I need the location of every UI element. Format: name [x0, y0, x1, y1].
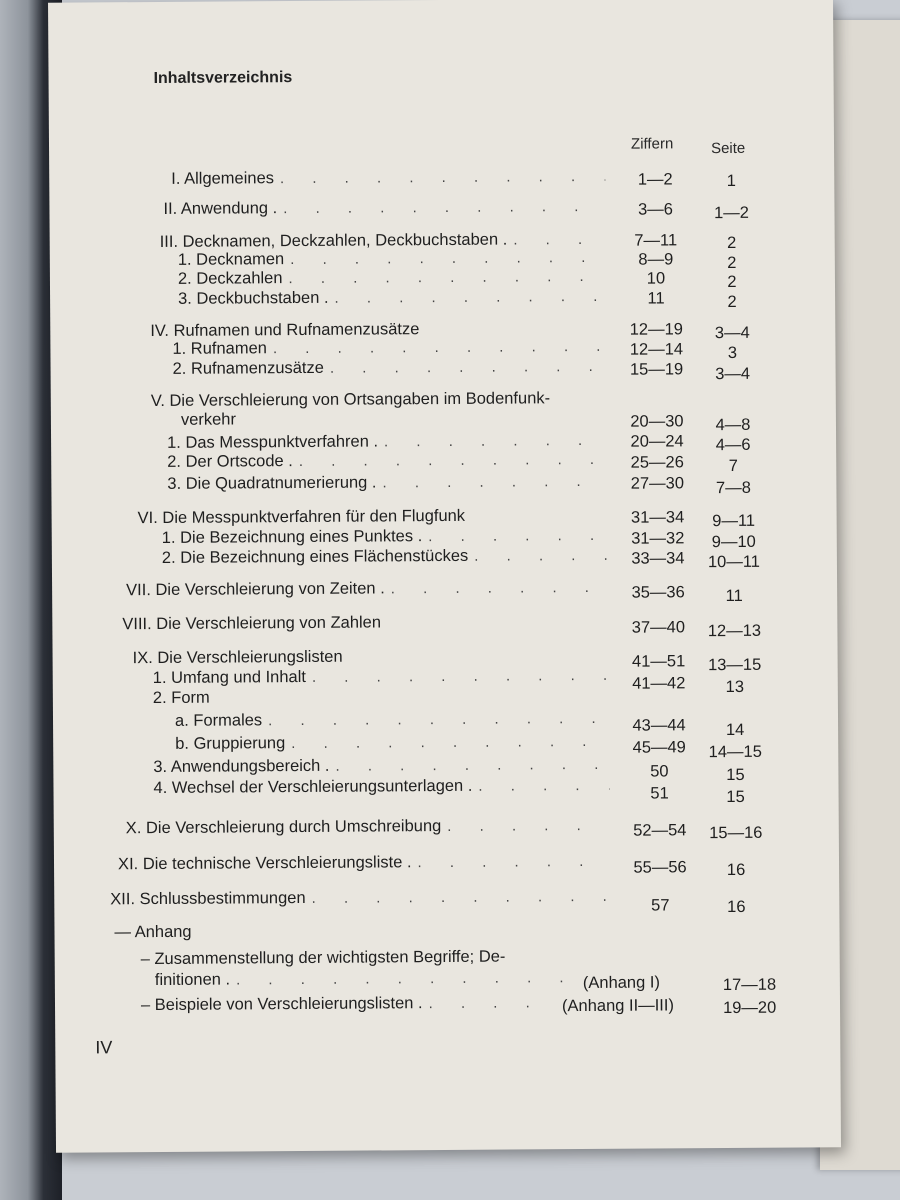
toc-seite: 12—13: [707, 621, 762, 641]
toc-ziffern: 12—19: [629, 320, 683, 339]
toc-ziffern: 1—2: [637, 170, 673, 189]
toc-entry: b. Gruppierung . . .: [175, 732, 615, 754]
toc-ziffern: 50: [650, 762, 669, 781]
toc-seite: 14: [725, 720, 745, 740]
toc-seite: 4—6: [715, 435, 751, 455]
toc-entry: XII. Schlussbestimmungen . . .: [110, 887, 616, 910]
toc-ziffern: 25—26: [630, 453, 684, 472]
toc-seite: 11: [725, 586, 743, 606]
toc-ziffern: 7—11: [634, 231, 678, 250]
toc-entry: 2. Form: [152, 688, 210, 708]
anhang-item-1-line-2: finitionen . . . .: [155, 968, 575, 990]
anhang-item-1-line-1: – Zusammenstellung der wichtigsten Begriffe; De-: [140, 947, 506, 969]
toc-entry: XI. Die technische Verschleierungsliste . . . .: [118, 852, 616, 874]
toc-entry: IV. Rufnamen und Rufnamenzusätze: [150, 320, 420, 341]
toc-entry: 2. Rufnamenzusätze . . .: [173, 357, 613, 379]
toc-seite: 10—11: [707, 552, 760, 572]
toc-ziffern: 41—51: [631, 652, 686, 671]
document-page: [48, 0, 841, 1153]
toc-entry: III. Decknamen, Deckzahlen, Deckbuchstaben . . . .: [160, 230, 612, 252]
anhang-item-2-seite: 19—20: [722, 998, 777, 1018]
toc-entry: 1. Das Messpunktverfahren . . . .: [167, 431, 613, 453]
toc-ziffern: 35—36: [631, 583, 685, 602]
toc-entry: VI. Die Messpunktverfahren für den Flugfunk: [137, 506, 466, 528]
toc-ziffern: 43—44: [632, 716, 686, 735]
page-title: Inhaltsverzeichnis: [153, 69, 293, 88]
toc-seite: 2: [727, 292, 737, 312]
toc-entry: 1. Rufnamen . . .: [172, 337, 612, 359]
toc-seite: 13: [725, 677, 745, 697]
toc-ziffern: 10: [646, 269, 666, 288]
toc-seite: 1—2: [713, 203, 749, 223]
toc-ziffern: 37—40: [631, 618, 686, 637]
toc-ziffern: 52—54: [633, 821, 687, 840]
toc-ziffern: 55—56: [633, 858, 687, 877]
toc-seite: 7—8: [715, 478, 751, 498]
anhang-item-1-ref: (Anhang I): [582, 973, 660, 993]
toc-seite: 3: [727, 343, 738, 363]
toc-entry: VIII. Die Verschleierung von Zahlen: [122, 613, 382, 634]
toc-entry: 1. Decknamen . . .: [178, 248, 612, 270]
toc-seite: 16: [726, 860, 746, 880]
toc-entry: 3. Deckbuchstaben . . . .: [178, 287, 612, 309]
anhang-item-2-ref: (Anhang II—III): [561, 996, 674, 1016]
anhang-item-1-seite: 17—18: [722, 975, 777, 995]
toc-seite: 2: [727, 253, 737, 273]
toc-seite: 9—10: [711, 532, 756, 552]
toc-ziffern: 11: [647, 289, 665, 308]
toc-seite: 3—4: [714, 323, 750, 343]
toc-ziffern: 31—34: [630, 508, 685, 527]
toc-seite: 16: [727, 897, 746, 917]
toc-ziffern: 20—24: [630, 432, 684, 451]
toc-seite: 9—11: [712, 511, 756, 531]
toc-entry: 2. Die Bezeichnung eines Flächenstückes . . .: [162, 546, 614, 568]
toc-entry: 3. Anwendungsbereich . . . .: [153, 755, 615, 777]
toc-entry: I. Allgemeines . . .: [171, 167, 611, 189]
toc-ziffern: 27—30: [630, 474, 685, 493]
anhang-heading: — Anhang: [114, 922, 192, 942]
toc-entry: 1. Die Bezeichnung eines Punktes . . . .: [162, 526, 614, 548]
toc-seite: 15: [726, 787, 745, 807]
toc-entry: 2. Der Ortscode . . . .: [167, 450, 613, 472]
column-header-ziffern: Ziffern: [630, 135, 674, 153]
toc-ziffern: 31—32: [631, 529, 685, 548]
toc-ziffern: 12—14: [629, 340, 684, 359]
anhang-item-2: – Beispiele von Verschleierungslisten . . . .: [141, 993, 561, 1015]
toc-entry: 2. Deckzahlen . . .: [178, 267, 612, 289]
toc-seite: 15—16: [709, 823, 763, 843]
toc-seite: 2: [727, 272, 737, 292]
toc-entry: II. Anwendung . . . .: [163, 197, 611, 219]
toc-entry: verkehr: [180, 410, 237, 429]
toc-seite: 3—4: [715, 364, 751, 384]
toc-seite: 7: [728, 456, 738, 475]
toc-entry: 1. Umfang und Inhalt . . .: [153, 666, 615, 688]
toc-entry: 3. Die Quadratnumerierung . . . .: [167, 472, 613, 494]
toc-seite: 15: [726, 765, 745, 785]
toc-entry: IX. Die Verschleierungslisten: [132, 647, 343, 668]
toc-entry: a. Formales . . .: [175, 709, 615, 731]
toc-entry: V. Die Verschleierung von Ortsangaben im Bodenfunk-: [150, 389, 551, 411]
toc-ziffern: 57: [651, 896, 670, 915]
toc-seite: 4—8: [715, 415, 751, 435]
toc-seite: 2: [727, 233, 737, 253]
toc-ziffern: 15—19: [629, 360, 684, 379]
toc-seite: 14—15: [708, 742, 762, 762]
toc-ziffern: 33—34: [631, 549, 685, 568]
toc-ziffern: 41—42: [632, 674, 686, 693]
column-header-seite: Seite: [710, 139, 746, 158]
toc-ziffern: 20—30: [630, 412, 684, 431]
toc-ziffern: 8—9: [638, 250, 674, 269]
toc-ziffern: 45—49: [632, 738, 686, 757]
toc-entry: X. Die Verschleierung durch Umschreibung . . .: [126, 816, 616, 838]
toc-ziffern: 51: [650, 784, 669, 803]
toc-ziffern: 3—6: [637, 200, 673, 219]
page-number: IV: [95, 1037, 113, 1058]
toc-entry: VII. Die Verschleierung von Zeiten . . . .: [126, 578, 614, 600]
toc-seite: 1: [726, 171, 736, 191]
toc-seite: 13—15: [707, 655, 762, 675]
toc-entry: 4. Wechsel der Verschleierungsunterlagen . . . .: [153, 776, 615, 798]
